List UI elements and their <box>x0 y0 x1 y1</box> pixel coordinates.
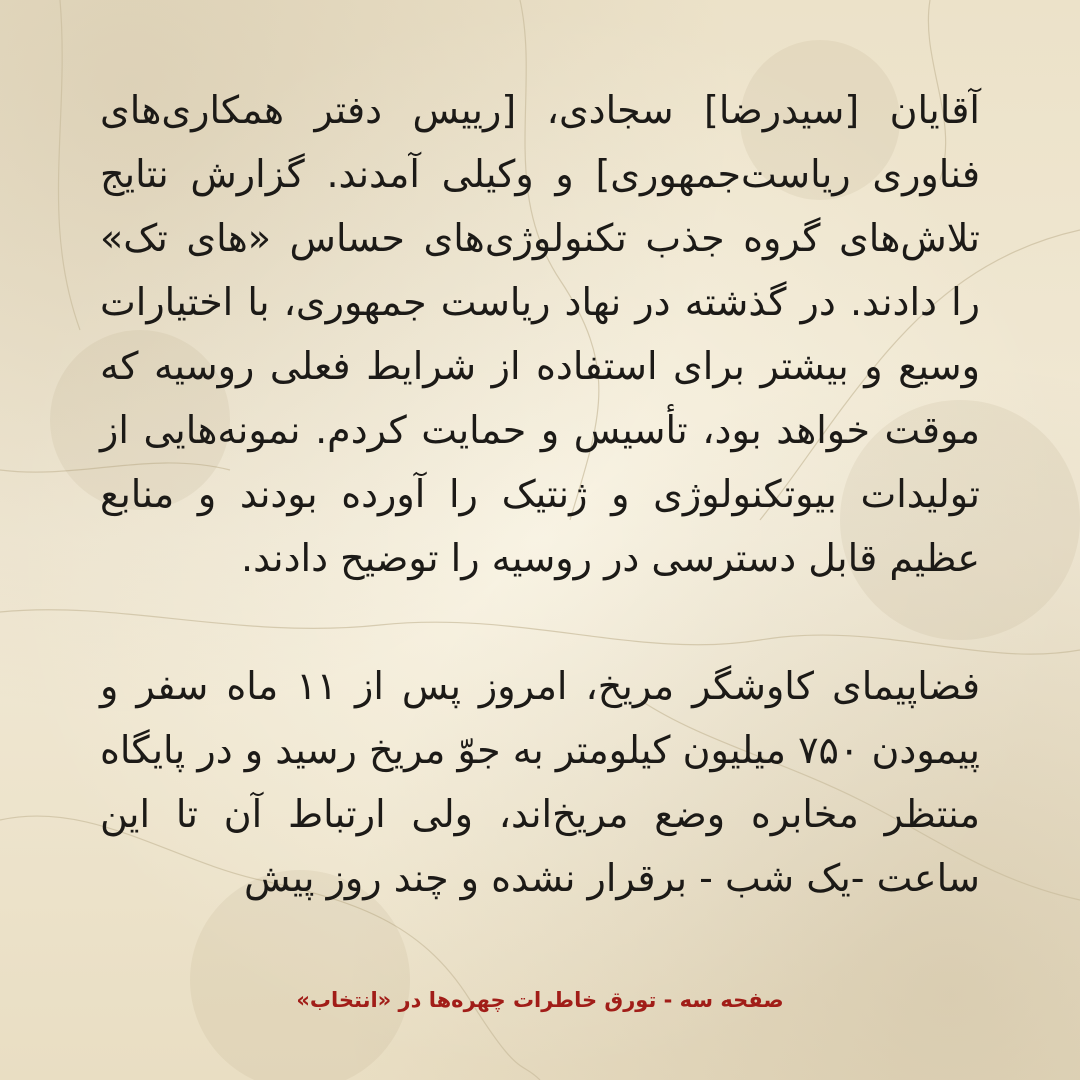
paragraph-mars-probe: فضاپیمای کاوشگر مریخ، امروز پس از ۱۱ ماه سفر و پیمودن ۷۵۰ میلیون کیلومتر به جوّ مریخ رسید و در پایگاه منتظر مخابره وضع مریخ‌اند، ولی ارتباط آن تا این ساعت -یک شب - برقرار نشده و چند روز پیش <box>100 664 980 900</box>
source-caption: صفحه سه - تورق خاطرات چهره‌ها در «انتخاب» <box>296 988 784 1012</box>
paragraph-diary-entry: آقایان [سیدرضا] سجادی، [رییس دفتر همکاری‌های فناوری ریاست‌جمهوری] و وکیلی آمدند. گزارش نتایج تلاش‌های گروه جذب تکنولوژی‌های حساس «های تک» را دادند. در گذشته در نهاد ریاست جمهوری، با اختیارات وسیع و بیشتر برای استفاده از شرایط فعلی روسیه که موقت خواهد بود، تأسیس و حمایت کردم. نمونه‌هایی از تولیدات بیوتکنولوژی و ژنتیک را آورده بودند و منابع عظیم قابل دسترسی در روسیه را توضیح دادند. <box>100 88 980 580</box>
article-body <box>100 78 980 910</box>
